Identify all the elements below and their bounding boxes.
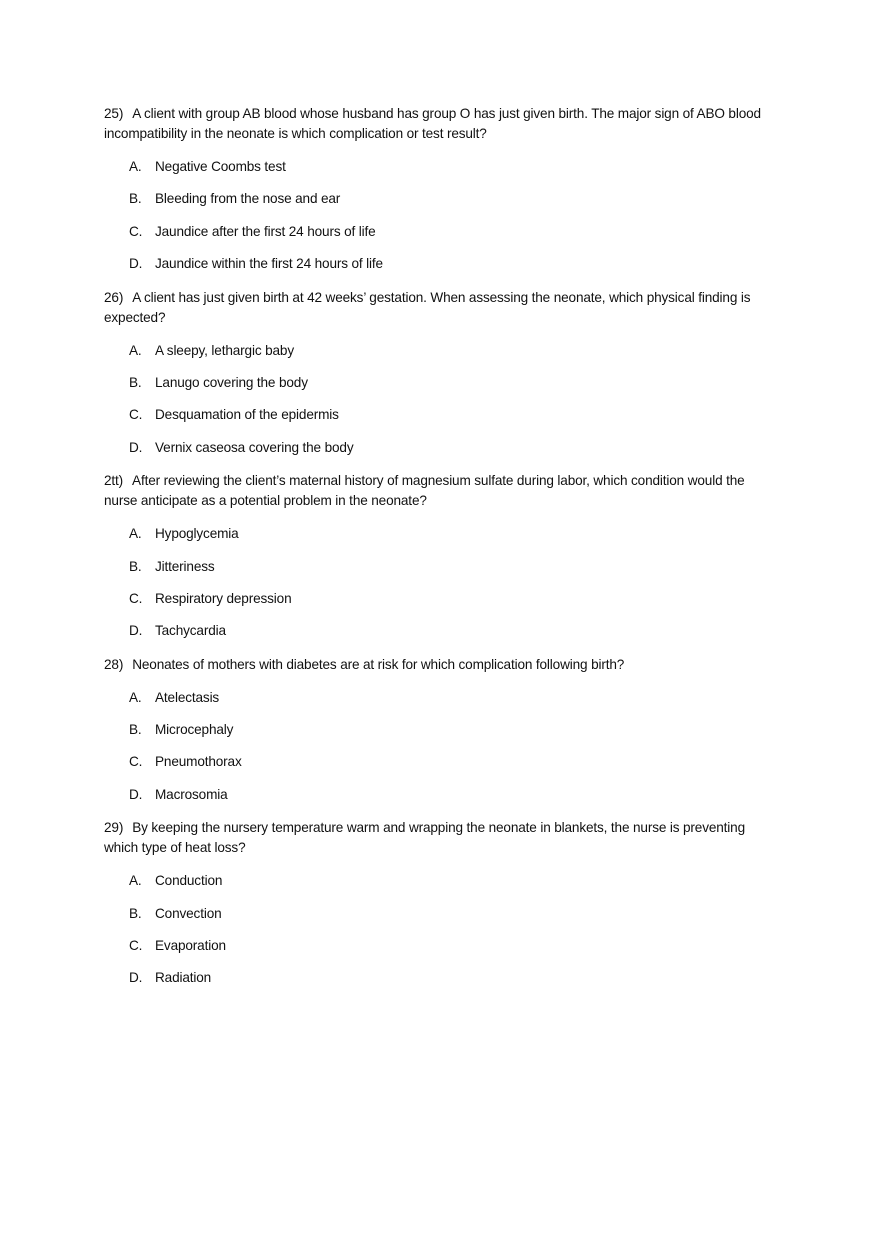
- option-text: Respiratory depression: [155, 590, 292, 606]
- option-text: A sleepy, lethargic baby: [155, 342, 294, 358]
- option-text: Jaundice after the first 24 hours of life: [155, 223, 376, 239]
- option-letter: A.: [129, 689, 142, 705]
- answer-option: [104, 898, 764, 930]
- answer-option: [104, 746, 764, 778]
- answer-option: [104, 432, 764, 464]
- option-letter: D.: [129, 256, 143, 272]
- question: [104, 288, 764, 328]
- question-text: A client with group AB blood whose husband has group O has just given birth. The major sign of ABO blood incompatibility in the neonate is which complication or test result?: [104, 106, 761, 141]
- option-letter: D.: [129, 623, 143, 639]
- answer-option: [104, 335, 764, 367]
- answer-option: [104, 962, 764, 994]
- question: [104, 104, 764, 144]
- option-letter: D.: [129, 786, 143, 802]
- answer-option: [104, 779, 764, 811]
- question-text: A client has just given birth at 42 weeks’ gestation. When assessing the neonate, which physical finding is expected?: [104, 289, 751, 325]
- option-text: Desquamation of the epidermis: [155, 407, 339, 423]
- answer-option: [104, 216, 764, 248]
- answer-options: [104, 151, 764, 281]
- answer-option: [104, 399, 764, 431]
- option-text: Tachycardia: [155, 623, 226, 639]
- answer-option: [104, 183, 764, 215]
- option-letter: D.: [129, 439, 143, 455]
- question-number: 25): [104, 106, 124, 121]
- question-number: 26): [104, 289, 124, 305]
- answer-option: [104, 930, 764, 962]
- option-text: Lanugo covering the body: [155, 374, 308, 390]
- option-letter: A.: [129, 159, 142, 174]
- answer-options: [104, 865, 764, 995]
- option-letter: A.: [129, 873, 142, 889]
- option-text: Negative Coombs test: [155, 159, 286, 174]
- option-letter: A.: [129, 342, 142, 358]
- option-text: Convection: [155, 905, 222, 921]
- option-letter: B.: [129, 558, 142, 574]
- option-letter: B.: [129, 191, 142, 207]
- answer-option: [104, 151, 764, 183]
- option-letter: B.: [129, 374, 142, 390]
- option-text: Macrosomia: [155, 786, 228, 802]
- question: [104, 818, 764, 858]
- option-text: Radiation: [155, 970, 212, 986]
- answer-options: [104, 682, 764, 812]
- option-letter: C.: [129, 938, 143, 954]
- option-text: Bleeding from the nose and ear: [155, 191, 341, 207]
- option-letter: C.: [129, 754, 143, 770]
- document-page: [104, 104, 764, 1002]
- option-text: Hypoglycemia: [155, 526, 239, 542]
- answer-options: [104, 518, 764, 648]
- question-number: 28): [104, 656, 124, 672]
- option-text: Microcephaly: [155, 722, 234, 738]
- question-text: After reviewing the client’s maternal history of magnesium sulfate during labor, which condition would the nurse anticipate as a potential problem in the neonate?: [104, 473, 745, 509]
- option-text: Vernix caseosa covering the body: [155, 439, 354, 455]
- answer-option: [104, 714, 764, 746]
- answer-options: [104, 335, 764, 465]
- option-text: Atelectasis: [155, 689, 220, 705]
- question-number: 2tt): [104, 473, 124, 489]
- option-letter: B.: [129, 722, 142, 738]
- option-text: Evaporation: [155, 938, 226, 954]
- answer-option: [104, 615, 764, 647]
- answer-option: [104, 248, 764, 280]
- option-letter: C.: [129, 407, 143, 423]
- option-letter: D.: [129, 970, 143, 986]
- answer-option: [104, 865, 764, 897]
- answer-option: [104, 583, 764, 615]
- option-text: Conduction: [155, 873, 223, 889]
- option-text: Jitteriness: [155, 558, 215, 574]
- option-letter: C.: [129, 590, 143, 606]
- question: [104, 655, 764, 675]
- question-number: 29): [104, 820, 124, 836]
- option-text: Jaundice within the first 24 hours of life: [155, 256, 383, 272]
- option-letter: B.: [129, 905, 142, 921]
- answer-option: [104, 682, 764, 714]
- option-letter: A.: [129, 526, 142, 542]
- question-text: Neonates of mothers with diabetes are at risk for which complication following birth?: [132, 656, 625, 672]
- answer-option: [104, 367, 764, 399]
- option-letter: C.: [129, 223, 143, 239]
- question: [104, 471, 764, 511]
- answer-option: [104, 551, 764, 583]
- option-text: Pneumothorax: [155, 754, 242, 770]
- question-text: By keeping the nursery temperature warm and wrapping the neonate in blankets, the nurse is preventing which type of heat loss?: [104, 820, 746, 856]
- answer-option: [104, 518, 764, 550]
